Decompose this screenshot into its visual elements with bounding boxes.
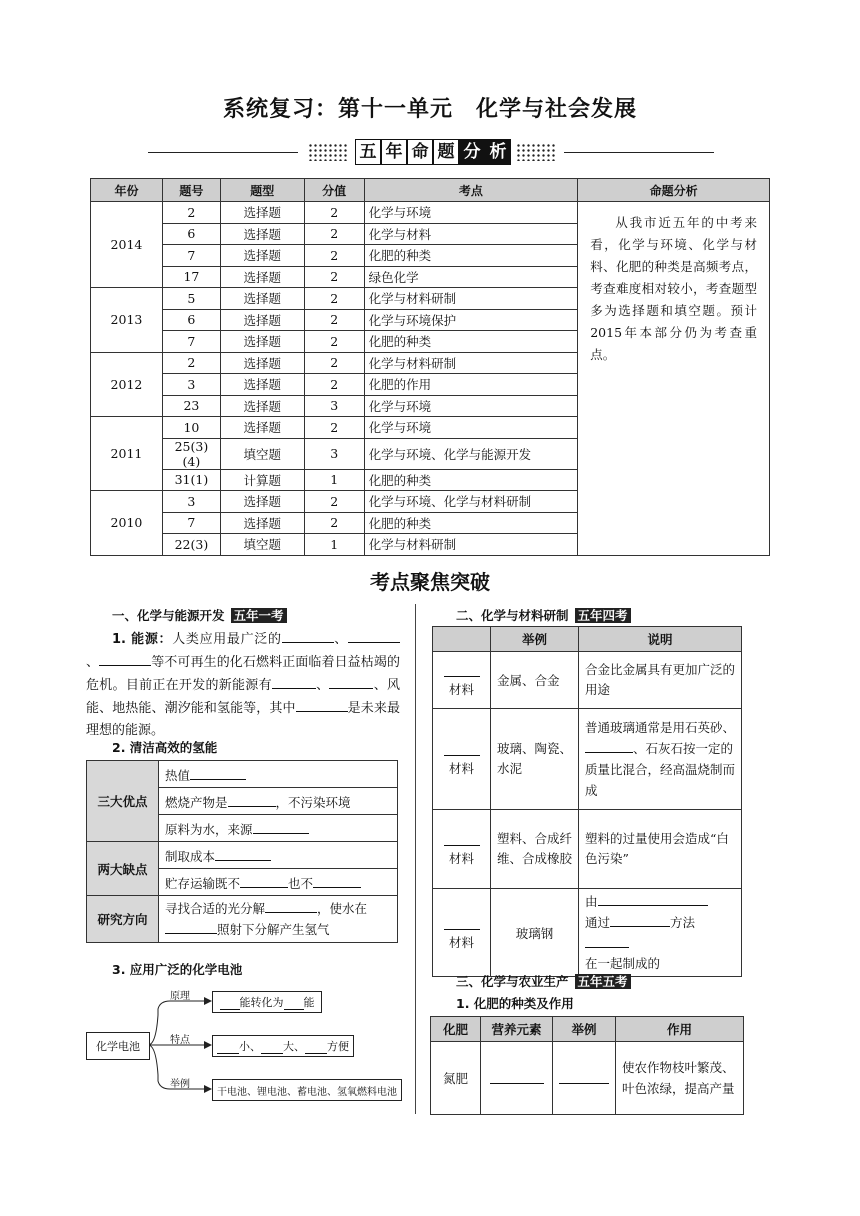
cell: 2 [304,512,364,534]
fill-blank[interactable] [329,674,373,689]
cell: 7 [162,245,220,267]
section-banner [148,138,714,166]
banner-char: 分 [459,139,485,165]
cell: 2 [304,309,364,331]
cell: 选择题 [220,331,304,353]
header-topic: 考点 [364,179,578,202]
fill-blank[interactable] [215,846,271,861]
cell: 6 [162,309,220,331]
exam-analysis-table [90,178,770,556]
fertilizer-table [430,1016,744,1115]
cell [159,842,398,869]
cell: 7 [162,331,220,353]
fill-blank[interactable] [240,873,288,888]
text: 寻找合适的光分解 [165,901,266,916]
cell: 化学与环境 [364,417,578,439]
cell: 选择题 [220,266,304,288]
fill-blank[interactable] [559,1069,609,1084]
cell: 化学与材料研制 [364,534,578,556]
text: 普通玻璃通常是用石英砂、 [585,720,736,735]
fill-blank[interactable] [598,891,708,906]
fill-blank[interactable] [284,995,304,1010]
text: 在一起制成的 [585,956,661,971]
cell: 化学与环境 [364,395,578,417]
cell: 化肥的种类 [364,469,578,491]
cell: 17 [162,266,220,288]
text: 、 [333,632,348,647]
header-description: 说明 [579,627,742,652]
column-divider [415,604,416,1114]
header-question-no: 题号 [162,179,220,202]
header-effect: 作用 [616,1017,744,1042]
header-fertilizer: 化肥 [431,1017,481,1042]
materials-table [432,626,742,977]
header-year: 年份 [91,179,163,202]
text: 制取成本 [165,848,216,864]
cell [579,889,742,977]
agriculture-heading [456,972,631,990]
text: 贮存运输既不 [165,875,241,891]
energy-paragraph [86,628,400,742]
material-label [433,810,491,889]
banner-char: 题 [433,139,459,165]
cell: 2 [304,331,364,353]
table-row [433,652,742,709]
text: 、 [86,655,100,670]
cell: 金属、合金 [491,652,579,709]
fill-blank[interactable] [444,831,480,846]
cell: 2 [304,374,364,396]
cell [579,709,742,810]
table-row [433,810,742,889]
year-cell: 2010 [91,491,163,556]
cell: 化学与材料 [364,223,578,245]
cell: 2 [304,223,364,245]
cell: 选择题 [220,395,304,417]
material-label [433,889,491,977]
text: 能转化为 [239,996,284,1009]
disadvantages-label: 两大缺点 [87,842,159,896]
text: 照射下分解产生氢气 [217,922,330,937]
feature-label: 特点 [170,1035,190,1046]
year-cell: 2013 [91,288,163,353]
cell: 选择题 [220,245,304,267]
text: 材料 [448,934,474,950]
heading-text: 二、化学与材料研制 [456,608,569,623]
fill-blank[interactable] [585,738,633,753]
cell: 23 [162,395,220,417]
cell: 塑料的过量使用会造成“白色污染” [579,810,742,889]
fill-blank[interactable] [165,919,217,934]
hydrogen-heading: 2. 清洁高效的氢能 [112,740,218,755]
header-score: 分值 [304,179,364,202]
cell: 选择题 [220,512,304,534]
cell: 化学与环境 [364,202,578,224]
material-label [433,709,491,810]
fill-blank[interactable] [282,628,334,643]
fill-blank[interactable] [272,674,316,689]
cell: 7 [162,512,220,534]
cell [159,788,398,815]
cell: 2 [304,202,364,224]
cell: 2 [304,266,364,288]
cell: 化学与环境、化学与能源开发 [364,438,578,469]
text: 小、 [239,1040,261,1053]
cell: 25(3)(4) [162,438,220,469]
cell: 1 [304,534,364,556]
text: 原料为水，来源 [165,821,253,837]
cell: 化学与材料研制 [364,352,578,374]
page-title: 系统复习：第十一单元 化学与社会发展 [222,97,637,122]
heading-text: 三、化学与农业生产 [456,974,569,989]
cell [159,761,398,788]
cell: 化肥的作用 [364,374,578,396]
table-row [433,709,742,810]
energy-heading [112,606,287,624]
text: 是未来最理想的能源。 [86,701,400,738]
cell: 使农作物枝叶繁茂、叶色浓绿，提高产量 [616,1042,744,1115]
text: ，不污染环境 [275,794,351,810]
banner-char: 命 [407,139,433,165]
text: 材料 [448,761,474,776]
fill-blank[interactable] [190,765,246,780]
header-analysis: 命题分析 [578,179,770,202]
fill-blank[interactable] [217,1039,239,1054]
cell: 1 [304,469,364,491]
text: 材料 [448,682,474,697]
text: 、风能、地热能、潮汐能和氢能等，其中 [86,678,400,716]
section-title: 考点聚焦突破 [370,570,490,594]
frequency-tag: 五年五考 [575,974,631,989]
battery-heading: 3. 应用广泛的化学电池 [112,962,243,977]
cell: 2 [304,417,364,439]
banner-char: 年 [381,139,407,165]
text: 由 [585,894,598,909]
battery-diagram [86,985,402,1105]
fill-blank[interactable] [228,792,276,807]
fertilizer-subheading: 1. 化肥的种类及作用 [456,996,574,1011]
cell [159,815,398,842]
text: 通过 [585,915,611,930]
analysis-text: 从我市近五年的中考来看，化学与环境、化学与材料、化肥的种类是高频考点，考查难度相对较小，考查题型多为选择题和填空题。预计2015年本部分仍为考查重点。 [578,202,770,556]
material-label [433,652,491,709]
frequency-tag: 五年一考 [231,608,287,623]
cell: 绿色化学 [364,266,578,288]
text: 方便 [327,1040,349,1053]
cell: 选择题 [220,223,304,245]
cell: 3 [162,491,220,513]
cell: 化肥的种类 [364,331,578,353]
year-cell: 2014 [91,202,163,288]
fill-blank[interactable] [261,1039,283,1054]
fill-blank[interactable] [253,819,309,834]
cell: 2 [304,491,364,513]
cell [481,1042,553,1115]
example-label: 举例 [170,1079,190,1090]
cell: 选择题 [220,288,304,310]
cell: 2 [162,202,220,224]
cell: 化肥的种类 [364,512,578,534]
text: 、 [315,678,330,693]
cell: 6 [162,223,220,245]
hydrogen-table [86,760,398,943]
text: ，使水在 [317,901,368,916]
cell: 5 [162,288,220,310]
text: 能 [303,996,315,1009]
cell: 化学与材料研制 [364,288,578,310]
cell: 玻璃、陶瓷、水泥 [491,709,579,810]
fill-blank[interactable] [265,898,317,913]
cell: 填空题 [220,534,304,556]
table-row [91,202,770,224]
cell: 选择题 [220,417,304,439]
cell: 2 [304,288,364,310]
fill-blank[interactable] [305,1039,327,1054]
banner-char: 五 [355,139,381,165]
cell: 选择题 [220,352,304,374]
text: 、石灰石按一定的质量比混合，经高温烧制而成 [585,741,736,798]
cell: 3 [304,438,364,469]
cell: 31(1) [162,469,220,491]
cell: 3 [162,374,220,396]
fill-blank[interactable] [444,915,480,930]
cell: 2 [162,352,220,374]
header-nutrient: 营养元素 [481,1017,553,1042]
fill-blank[interactable] [296,697,348,712]
cell: 氮肥 [431,1042,481,1115]
cell: 选择题 [220,491,304,513]
text: 大、 [283,1040,305,1053]
cell: 化肥的种类 [364,245,578,267]
text: 材料 [448,851,474,866]
cell: 化学与环境、化学与材料研制 [364,491,578,513]
cell: 3 [304,395,364,417]
cell: 选择题 [220,374,304,396]
fill-blank[interactable] [348,628,400,643]
text: 等不可再生的化石燃料正面临着日益枯竭的危机。目前正在开发的新能源有 [86,655,400,693]
text: 燃烧产物是 [165,794,228,810]
cell: 塑料、合成纤维、合成橡胶 [491,810,579,889]
cell: 选择题 [220,202,304,224]
principle-box [212,991,322,1013]
fill-blank[interactable] [610,912,670,927]
table-row [433,889,742,977]
text: 也不 [288,875,314,891]
cell: 计算题 [220,469,304,491]
cell: 玻璃钢 [491,889,579,977]
fill-blank[interactable] [444,741,480,756]
cell [159,869,398,896]
materials-heading [456,606,631,624]
text: 方法 [670,915,696,930]
cell: 22(3) [162,534,220,556]
cell: 2 [304,352,364,374]
text: 热值 [165,767,191,783]
text: 人类应用最广泛的 [172,632,282,647]
header-example: 举例 [553,1017,616,1042]
table-row [431,1042,744,1115]
fill-blank[interactable] [220,995,240,1010]
cell: 2 [304,245,364,267]
chemical-battery-box: 化学电池 [86,1032,150,1060]
frequency-tag: 五年四考 [575,608,631,623]
year-cell: 2011 [91,417,163,491]
cell: 填空题 [220,438,304,469]
research-label: 研究方向 [87,896,159,943]
fill-blank[interactable] [313,873,361,888]
header-example: 举例 [491,627,579,652]
cell [159,896,398,943]
feature-box [212,1035,354,1057]
advantages-label: 三大优点 [87,761,159,842]
cell: 合金比金属具有更加广泛的用途 [579,652,742,709]
banner-char: 析 [485,139,511,165]
header-question-type: 题型 [220,179,304,202]
paragraph-label: 1. 能源： [112,632,173,647]
cell: 选择题 [220,309,304,331]
year-cell: 2012 [91,352,163,417]
cell [553,1042,616,1115]
fill-blank[interactable] [444,662,480,677]
heading-text: 一、化学与能源开发 [112,608,225,623]
fill-blank[interactable] [99,651,151,666]
fill-blank[interactable] [585,933,629,948]
cell: 化学与环境保护 [364,309,578,331]
cell: 10 [162,417,220,439]
example-box: 干电池、锂电池、蓄电池、氢氧燃料电池 [212,1079,402,1101]
principle-label: 原理 [170,991,190,1002]
fill-blank[interactable] [490,1069,544,1084]
